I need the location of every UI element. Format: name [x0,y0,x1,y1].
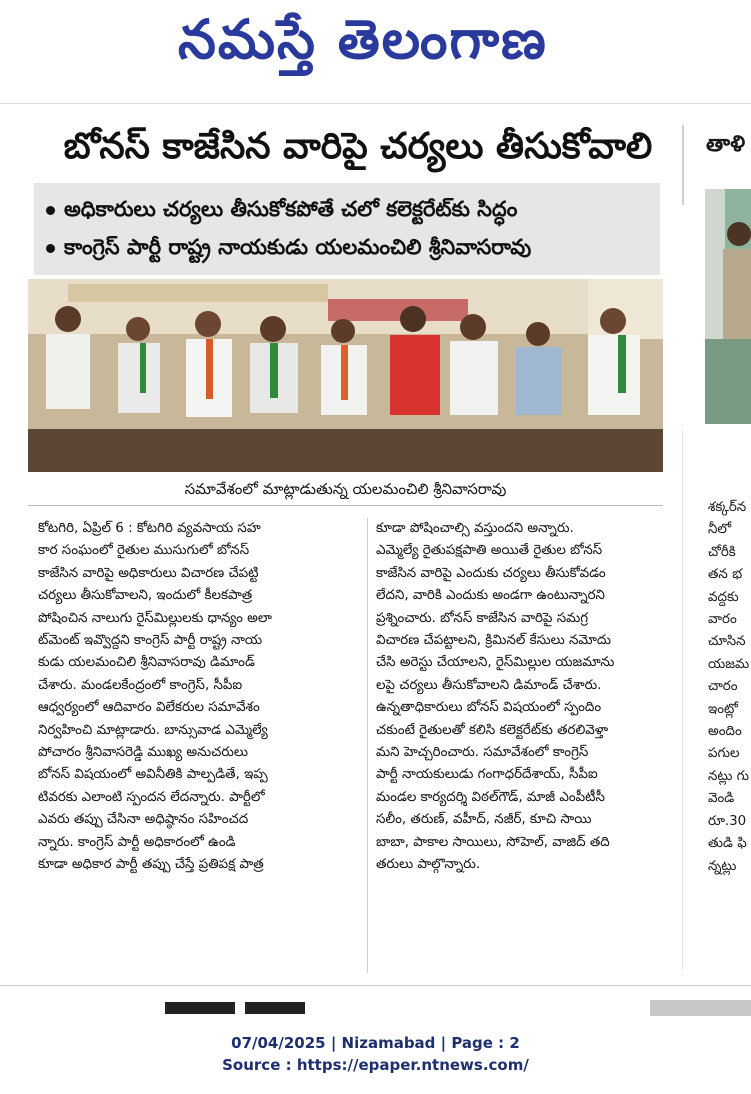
adjacent-photo-image [705,189,751,424]
article-text-line: న్నారు. కాంగ్రెస్ పార్టీ అధికారంలో ఉండి [38,834,236,850]
adjacent-text-line: వారం [708,612,737,628]
page-footer [0,1032,751,1076]
article-text-line: బాబా, పాకాల సాయిలు, సోహెల్, వాజిద్ తది [376,834,610,850]
adjacent-text-line: తుడి ఫి [708,836,747,852]
article-text-line: నిర్వహించి మాట్లాడారు. బాన్సువాడ ఎమ్మెల్యే [38,722,268,738]
article-text-line: టివరకు ఎలాంటి స్పందన లేదన్నారు. పార్టీలో [38,789,265,805]
edition-info: 07/04/2025 | Nizamabad | Page : 2 [231,1034,520,1052]
column-divider [367,518,368,973]
adjacent-text-line: నీలో [708,522,732,538]
article-text-line: కోటగిరి, ఏప్రిల్ 6 : కోటగిరి వ్యవసాయ సహ [38,521,261,536]
subheadline-box [34,183,660,275]
masthead [0,0,751,100]
article-text-line: కుడు యలమంచిలి శ్రీనివాసరావు డిమాండ్ [38,655,255,671]
adjacent-text-line: న్నట్లు [708,858,737,874]
adjacent-article-column [708,497,749,878]
caption-divider [28,505,663,506]
subheadline-2 [64,235,531,265]
source-link[interactable]: Source : https://epaper.ntnews.com/ [222,1056,529,1074]
photo-caption: సమావేశంలో మాట్లాడుతున్న యలమంచిలి శ్రీనివాసరావు [184,480,507,498]
article-text-line: బోనస్ విషయంలో అవినీతికి పాల్పడితే, ఇప్ప [38,767,268,783]
article-text-line: ఎవరు తప్పు చేసినా అధిష్ఠానం సహించద [38,812,249,828]
article-text-line: కార సంఘంలో రైతుల ముసుగులో బోనస్ [38,543,250,559]
adjacent-article-photo[interactable] [705,189,751,424]
subheadline-1 [64,197,517,227]
article-text-line: చర్యలు తీసుకోవాలని, ఇందులో కీలకపాత్ర [38,588,253,604]
article-text-line: ప్రశ్నించారు. బోనస్ కాజేసిన వారిపై సమగ్ర [376,610,589,626]
adjacent-text-line: చోరీకి [708,544,736,560]
article-column-2 [376,518,614,877]
article-text-line: తరులు పాల్గొన్నారు. [376,857,481,873]
bullet-icon [46,244,55,253]
next-article-strip [0,1000,751,1016]
article-text-line: చేసి అరెస్టు చేయాలని, రైస్‌మిల్లుల యజమాను [376,655,615,671]
article-text-line: కూడా పోషించాల్సి వస్తుందని అన్నారు. [376,521,574,536]
column-divider [682,125,684,205]
newspaper-logo[interactable]: నమస్తే తెలంగాణ [178,8,548,71]
article-text-line: కాజేసిన వారిపై అధికారులు విచారణ చేపట్టి [38,565,259,581]
article-text-line: లపై చర్యలు తీసుకోవాలని డిమాండ్ చేశారు. [376,677,602,693]
article-text-line: చేశారు. మండలకేంద్రంలో కాంగ్రెస్, సీపీఐ [38,677,243,693]
adjacent-text-line: చూసిన [708,634,746,650]
article-headline[interactable]: బోనస్ కాజేసిన వారిపై చర్యలు తీసుకోవాలి [63,126,653,167]
article-text-line: కూడా అధికార పార్టీ తప్పు చేస్తే ప్రతిపక్ష పాత్ర [38,857,264,873]
adjacent-text-line: యజమ [708,656,750,672]
article-text-line: లేదని, వారికి ఎందుకు అండగా ఉంటున్నారని [376,588,605,604]
meeting-photo-image [28,279,663,472]
adjacent-text-line: రూ.30 [708,813,747,829]
article-text-line: మండల కార్యదర్శి విఠల్‌గౌడ్, మాజీ ఎంపీటీసీ [376,789,605,805]
article-text-line: ఆధ్వర్యంలో ఆదివారం విలేకరుల సమావేశం [38,700,260,716]
adjacent-text-line: శక్కర్‌న [708,500,747,515]
masthead-divider [0,103,751,104]
subheadline-text: అధికారులు చర్యలు తీసుకోకపోతే చలో కలెక్టరేట్‌కు సిద్ధం [64,197,518,221]
adjacent-text-line: వద్దకు [708,589,739,605]
article-text-line: కాజేసిన వారిపై ఎందుకు చర్యలు తీసుకోవడం [376,565,606,581]
adjacent-text-line: ఇంట్లో [708,701,738,717]
article-text-line: మని హెచ్చరించారు. సమావేశంలో కాంగ్రెస్ [376,745,589,761]
adjacent-text-line: నట్లు గు [708,768,750,784]
column-divider [682,430,683,970]
meeting-photo[interactable] [28,279,663,472]
adjacent-text-line: అందిం [708,724,742,740]
adjacent-article-headline[interactable]: తాళి [706,132,746,157]
next-article-fragment [0,1000,751,1016]
adjacent-text-line: చారం [708,679,738,695]
article-text-line: సలీం, తరుణ్, వహీద్, నజీర్, కూచి సాయి [376,812,592,828]
article-text-line: పార్టీ నాయకులుడు గంగాధర్‌దేశాయ్, సీపీఐ [376,767,598,783]
article-text-line: పోషించిన నాలుగు రైస్‌మిల్లులకు ధాన్యం అలా [38,610,272,626]
bottom-divider [0,985,751,986]
adjacent-text-line: పగుల [708,746,740,762]
article-text-line: ఎమ్మెల్యే రైతుపక్షపాతి అయితే రైతుల బోనస్ [376,543,603,559]
article-text-line: పోచారం శ్రీనివాసరెడ్డి ముఖ్య అనుచరులు [38,745,249,761]
article-column-1 [38,518,272,877]
article-text-line: ట్‌మెంట్ ఇవ్వొద్దని కాంగ్రెస్ పార్టీ రాష్ట్ర నాయ [38,633,263,649]
article-text-line: ఉన్నతాధికారులు బోనస్ విషయంలో స్పందిం [376,700,602,716]
bullet-icon [46,206,55,215]
adjacent-text-line: వెండి [708,791,735,807]
article-text-line: విచారణ చేపట్టాలని, క్రిమినల్ కేసులు నమోదు [376,633,611,649]
subheadline-text: కాంగ్రెస్ పార్టీ రాష్ట్ర నాయకుడు యలమంచిలి శ్రీనివాసరావు [64,235,532,259]
article-text-line: చకుంటే రైతులతో కలిసి కలెక్టరేట్‌కు తరలివెళ్తా [376,722,609,738]
adjacent-text-line: తన భ [708,567,743,583]
